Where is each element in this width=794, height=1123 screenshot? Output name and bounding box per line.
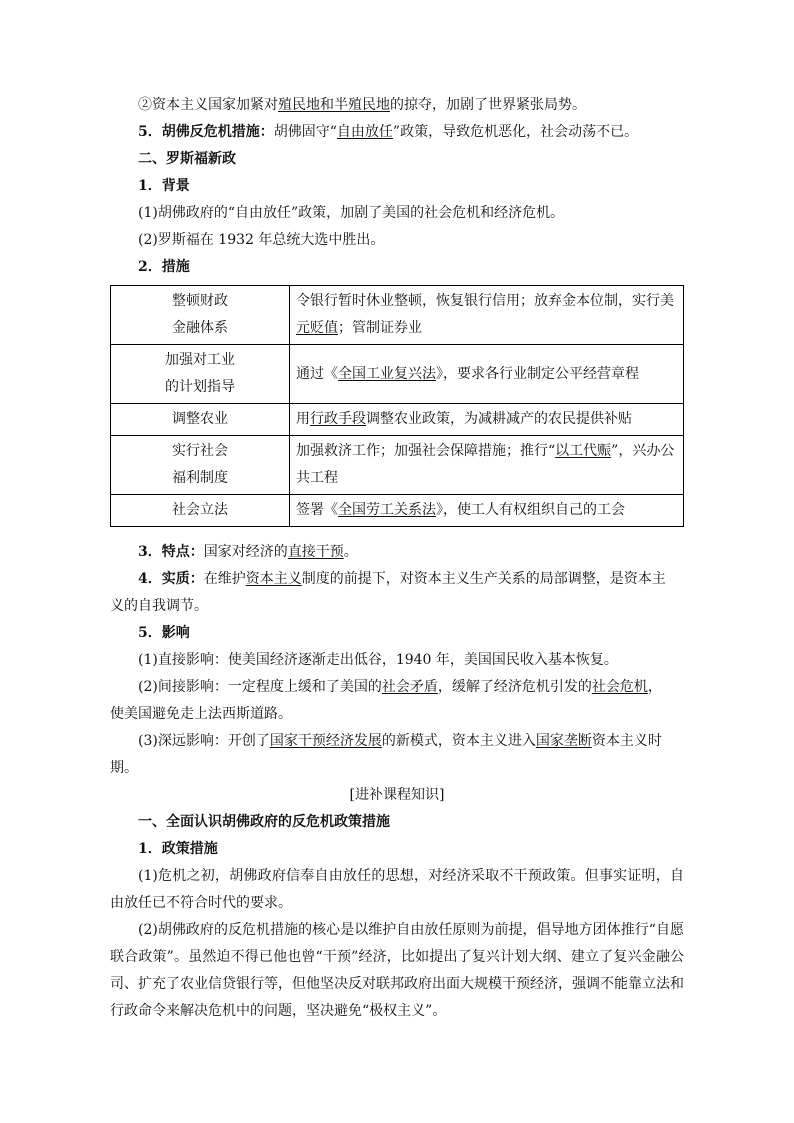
cell-text: 的计划指导: [165, 379, 235, 395]
table-row: [111, 286, 684, 345]
underlined-term: 以工代赈: [555, 443, 612, 459]
cell-text: 金融体系: [172, 320, 228, 336]
text: 的新模式，资本主义进入: [381, 733, 536, 749]
underlined-term: 行政手段: [310, 411, 366, 427]
subheading-policy: 1．政策措施: [138, 841, 218, 857]
cell-text: 用: [296, 411, 310, 427]
underlined-term: 国家垄断: [535, 733, 592, 749]
underlined-term: 直接干预: [287, 544, 344, 560]
cell-text: ”，兴办公: [611, 443, 675, 459]
paragraph-essence-cont: 义的自我调节。: [110, 598, 208, 614]
cell-text: 》，使工人有权组织自己的工会: [436, 502, 625, 518]
item-heading: 4．实质：: [138, 571, 204, 587]
paragraph-hoover-measures: [110, 119, 684, 146]
item-heading: 3．特点：: [138, 544, 204, 560]
text: 。: [343, 544, 358, 560]
paragraph-colonies: [110, 92, 684, 119]
text: 制度的前提下，对资本主义生产关系的局部调整，是资本主: [301, 571, 666, 587]
underlined-term: 国家干预经济发展: [269, 733, 382, 749]
cell-text: 调整农业: [172, 411, 228, 427]
underlined-term: 自由放任: [336, 124, 393, 140]
text: ②资本主义国家加紧对: [138, 97, 278, 113]
cell-text: 令银行暂时休业整顿，恢复银行信用；放弃金本位制，实行美: [296, 293, 674, 309]
table-cell-category: [111, 495, 290, 527]
paragraph-essence: [110, 566, 684, 593]
table-row: [111, 436, 684, 495]
impact-item-1: (1)直接影响：使美国经济逐渐走出低谷，1940 年，美国国民收入基本恢复。: [138, 652, 618, 668]
item-heading: 5．胡佛反危机措施：: [138, 124, 274, 140]
section-heading-hoover: 一、全面认识胡佛政府的反危机政策措施: [138, 814, 390, 830]
table-cell-detail: [290, 495, 684, 527]
cell-text: 共工程: [296, 470, 338, 486]
cell-text: 》，要求各行业制定公平经营章程: [436, 365, 639, 382]
cell-text: 调整农业政策，为减耕减产的农民提供补贴: [366, 411, 632, 427]
cell-text: 福利制度: [172, 470, 228, 486]
text: 的掠夺，加剧了世界紧张局势。: [390, 97, 586, 113]
text: ，: [647, 679, 662, 695]
cell-text: 实行社会: [172, 443, 228, 459]
table-cell-detail: [290, 286, 684, 345]
background-item-1: (1)胡佛政府的“自由放任”政策，加剧了美国的社会危机和经济危机。: [138, 205, 565, 221]
underlined-term: 元贬值: [296, 320, 338, 336]
underlined-term: 社会矛盾: [381, 679, 438, 695]
underlined-term: 社会危机: [591, 679, 648, 695]
impact-item-3: [110, 728, 684, 755]
subheading-impact: 5．影响: [138, 625, 190, 641]
document-page: [110, 92, 684, 1025]
policy-paragraph-1: (1)危机之初，胡佛政府信奉自由放任的思想，对经济采取不干预政策。但事实证明，自由放任已不符合时代的要求。: [110, 868, 684, 911]
subheading-background: 1．背景: [138, 178, 190, 194]
impact-item-3-cont: 期。: [110, 760, 138, 776]
cell-text: 加强救济工作；加强社会保障措施；推行“: [296, 443, 556, 459]
background-item-2: (2)罗斯福在 1932 年总统大选中胜出。: [138, 232, 385, 248]
cell-text: 整顿财政: [172, 293, 228, 309]
text: (3)深远影响：开创了: [138, 733, 270, 749]
underlined-term: 全国工业复兴法: [338, 365, 436, 382]
text: (2)间接影响：一定程度上缓和了美国的: [138, 679, 382, 695]
text: 胡佛固守“: [273, 124, 337, 140]
impact-item-2: [110, 674, 684, 701]
measures-table: [110, 285, 684, 527]
text: 资本主义时: [591, 733, 662, 749]
section-heading-new-deal: 二、罗斯福新政: [138, 151, 236, 167]
text: ”政策，导致危机恶化，社会动荡不已。: [392, 124, 639, 140]
table-cell-detail: [290, 436, 684, 495]
subheading-measures: 2．措施: [138, 259, 190, 275]
text: 在维护: [203, 571, 246, 587]
supplement-heading: [进补课程知识]: [349, 787, 445, 803]
underlined-term: 殖民地和半殖民地: [278, 97, 390, 113]
paragraph-features: [110, 539, 684, 566]
cell-text: 签署《: [296, 502, 338, 518]
policy-paragraph-2: (2)胡佛政府的反危机措施的核心是以维护自由放任原则为前提，倡导地方团体推行“自愿联合政策”。虽然迫不得已他也曾“干预”经济，比如提出了复兴计划大纲、建立了复兴金融公司、扩充了农业信贷银行等，但他坚决反对联邦政府出面大规模干预经济，强调不能靠立法和行政命令来解决危机中的问题，坚决避免“极权主义”。: [110, 922, 684, 1019]
cell-text: ；管制证券业: [338, 320, 422, 336]
underlined-term: 资本主义: [245, 571, 302, 587]
cell-text: 通过《: [296, 365, 338, 382]
table-cell-category: [111, 404, 290, 436]
table-row: [111, 404, 684, 436]
table-cell-detail: [290, 345, 684, 404]
text: 国家对经济的: [203, 544, 288, 560]
cell-text: 加强对工业: [165, 352, 235, 368]
text: ，缓解了经济危机引发的: [437, 679, 592, 695]
table-cell-category: [111, 286, 290, 345]
table-row: [111, 495, 684, 527]
table-cell-detail: [290, 404, 684, 436]
underlined-term: 全国劳工关系法: [338, 502, 436, 518]
cell-text: 社会立法: [172, 502, 228, 518]
table-cell-category: [111, 345, 290, 404]
table-row: [111, 345, 684, 404]
impact-item-2-cont: 使美国避免走上法西斯道路。: [110, 706, 292, 722]
table-cell-category: [111, 436, 290, 495]
